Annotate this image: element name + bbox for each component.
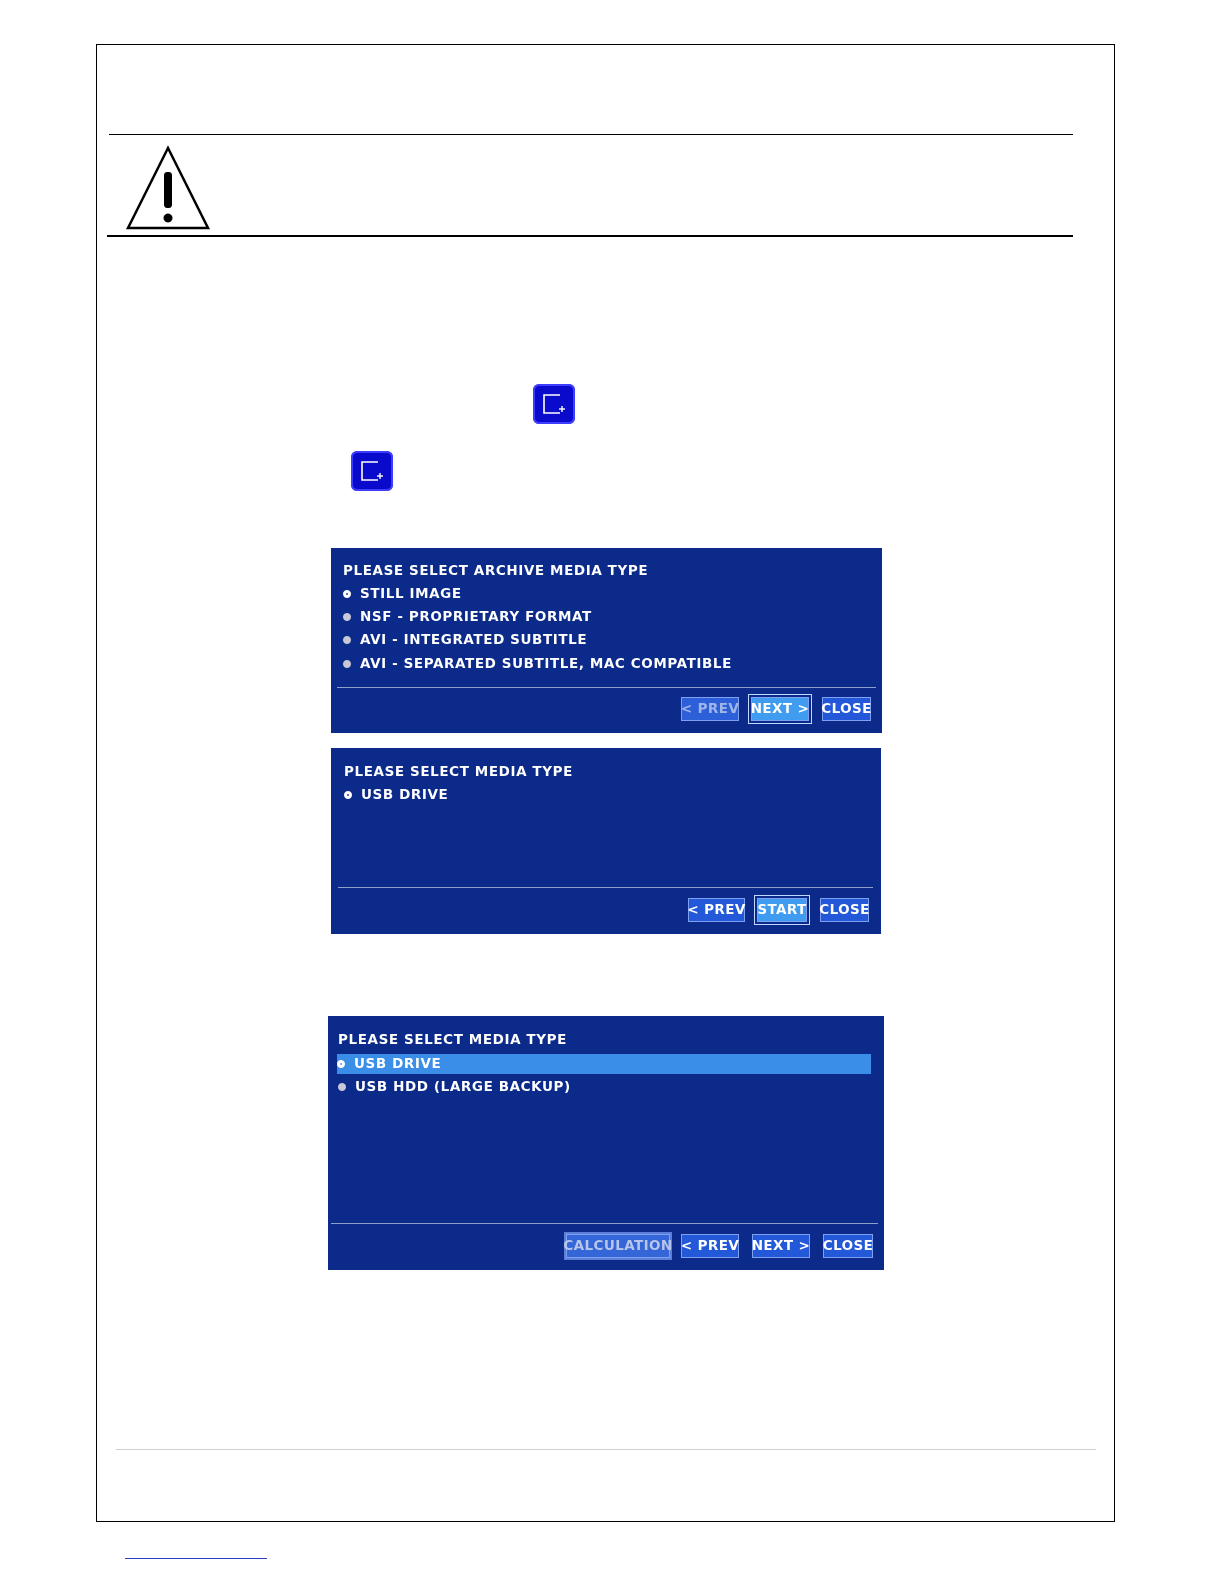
archive-add-icon (533, 384, 575, 424)
media-type-dialog (331, 748, 881, 934)
start-button[interactable]: START (757, 898, 807, 922)
option-label: USB DRIVE (354, 1056, 442, 1072)
footer-link-underline (125, 1558, 267, 1559)
radio-icon (343, 660, 351, 668)
dialog-heading: PLEASE SELECT MEDIA TYPE (338, 1032, 567, 1048)
archive-add-icon (351, 451, 393, 491)
dialog-heading: PLEASE SELECT MEDIA TYPE (344, 764, 573, 780)
option-avi-separated[interactable] (343, 654, 732, 674)
bottom-rule (107, 235, 1073, 237)
dialog-heading: PLEASE SELECT ARCHIVE MEDIA TYPE (343, 563, 649, 579)
prev-button[interactable]: < PREV (681, 1234, 739, 1258)
divider (338, 887, 873, 888)
radio-selected-icon (343, 590, 351, 598)
option-usb-hdd[interactable] (338, 1077, 571, 1097)
radio-icon (343, 613, 351, 621)
divider (331, 1223, 878, 1224)
radio-icon (338, 1083, 346, 1091)
option-still-image[interactable] (343, 584, 462, 604)
warning-triangle-icon (124, 144, 212, 232)
close-button[interactable]: CLOSE (823, 1234, 873, 1258)
prev-button[interactable]: < PREV (688, 898, 745, 922)
option-avi-integrated[interactable] (343, 630, 587, 650)
close-button[interactable]: CLOSE (822, 697, 871, 721)
option-label: NSF - PROPRIETARY FORMAT (360, 609, 592, 625)
option-usb-drive[interactable] (337, 1054, 871, 1074)
prev-button[interactable]: < PREV (681, 697, 739, 721)
radio-icon (343, 636, 351, 644)
option-nsf[interactable] (343, 607, 592, 627)
divider (337, 687, 876, 688)
next-button[interactable]: NEXT > (751, 697, 809, 721)
radio-selected-icon (344, 791, 352, 799)
radio-selected-icon (337, 1060, 345, 1068)
footer-rule (116, 1449, 1096, 1450)
option-label: AVI - SEPARATED SUBTITLE, MAC COMPATIBLE (360, 656, 732, 672)
close-button[interactable]: CLOSE (820, 898, 869, 922)
media-type-dialog-large (328, 1016, 884, 1270)
top-rule (109, 134, 1073, 135)
option-usb-drive[interactable] (344, 785, 448, 805)
option-label: AVI - INTEGRATED SUBTITLE (360, 632, 588, 648)
option-label: USB DRIVE (361, 787, 449, 803)
option-label: STILL IMAGE (360, 586, 462, 602)
option-label: USB HDD (LARGE BACKUP) (355, 1079, 571, 1095)
archive-media-type-dialog (331, 548, 882, 733)
next-button[interactable]: NEXT > (752, 1234, 810, 1258)
calculation-button[interactable]: CALCULATION (566, 1234, 670, 1258)
